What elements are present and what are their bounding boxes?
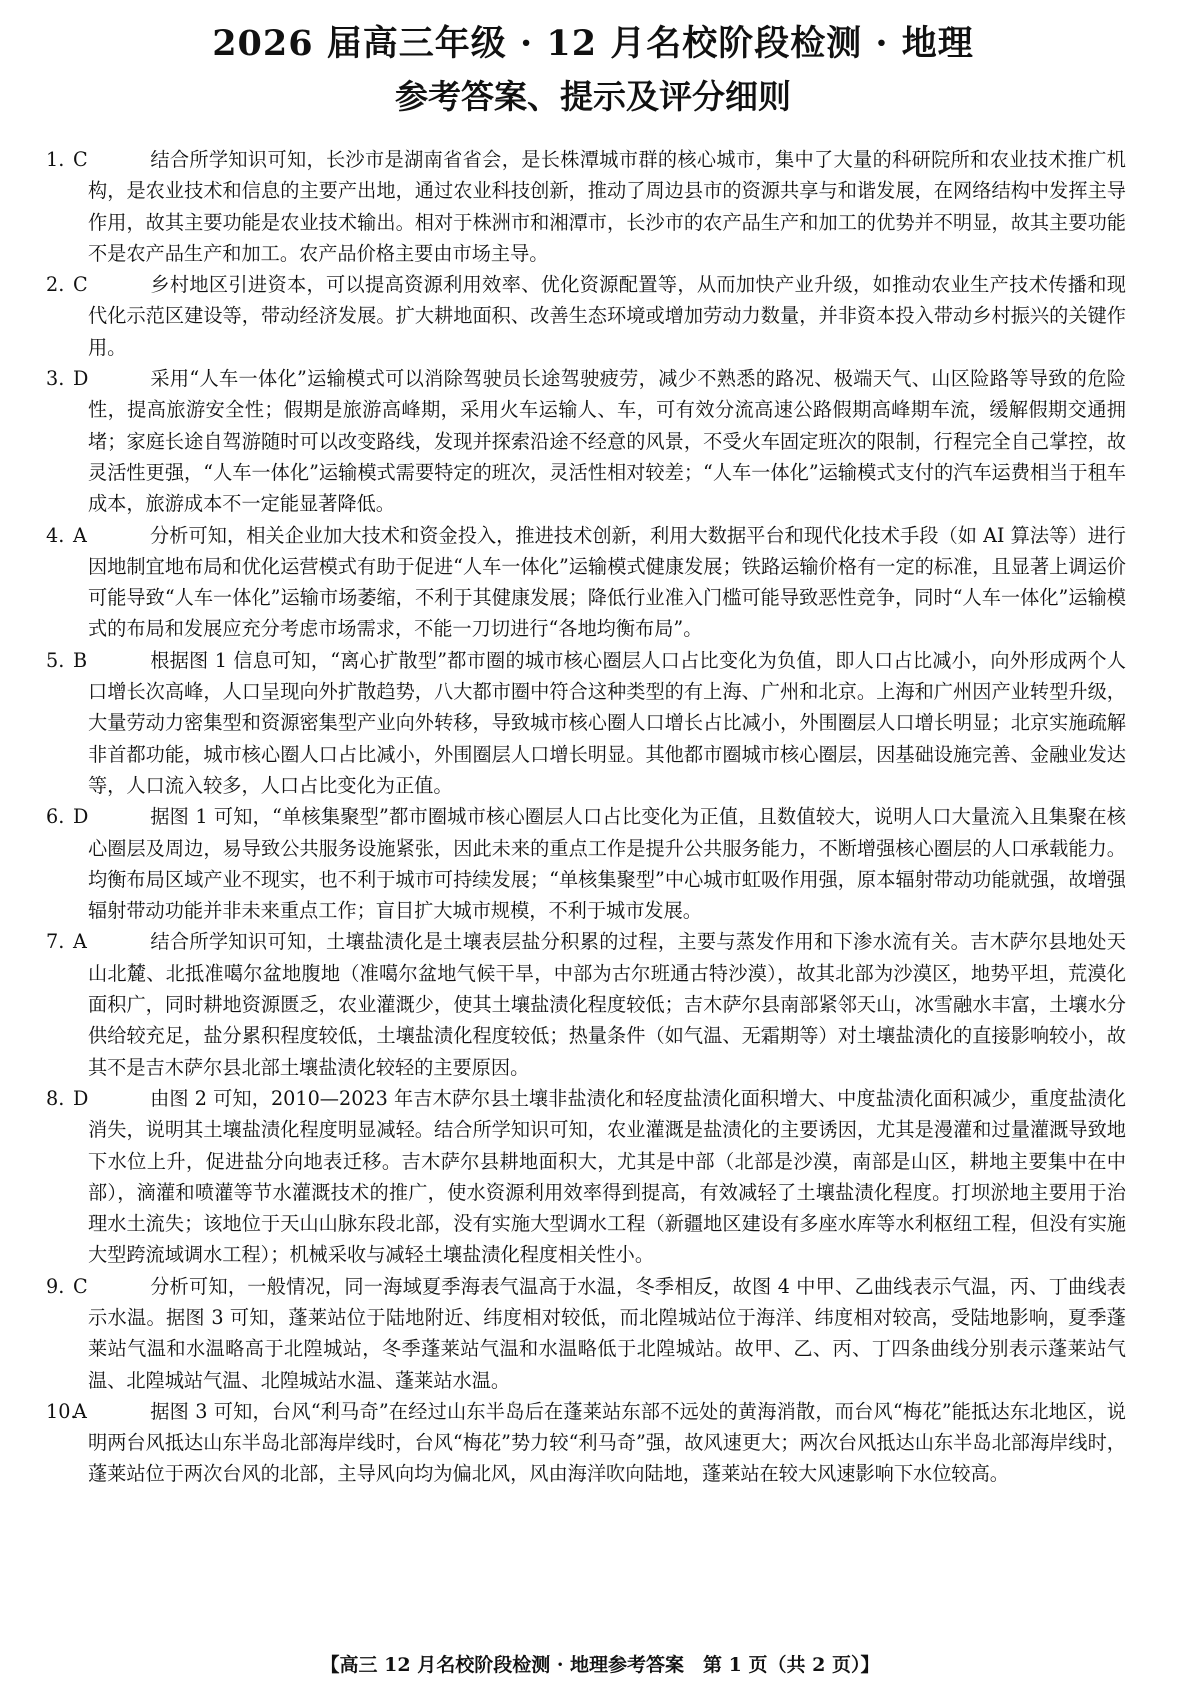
answer-number: 1. xyxy=(46,148,65,171)
answer-choice: A xyxy=(73,1399,87,1423)
answer-explanation: 乡村地区引进资本，可以提高资源利用效率、优化资源配置等，从而加快产业升级，如推动农业生产技术传播和现代化示范区建设等，带动经济发展。扩大耕地面积、改善生态环境或增加劳动力数量，并非资本投入带动乡村振兴的关键作用。 xyxy=(88,273,1126,359)
document-subtitle: 参考答案、提示及评分细则 xyxy=(395,77,791,116)
answer-number: 9. xyxy=(46,1274,65,1298)
answer-choice: A xyxy=(73,523,87,547)
answer-number: 6. xyxy=(46,805,65,829)
answer-number: 2. xyxy=(46,273,65,297)
answer-choice: C xyxy=(73,1274,88,1298)
answer-item-7 xyxy=(46,926,1126,1082)
answer-number: 10. xyxy=(46,1399,77,1423)
answer-choice: A xyxy=(73,930,87,954)
answer-choice: D xyxy=(73,1086,89,1110)
answer-item-3 xyxy=(46,363,1126,519)
answer-number: 8. xyxy=(46,1086,65,1110)
answer-item-8 xyxy=(46,1083,1126,1271)
answer-number: 7. xyxy=(46,930,65,954)
document-title: 2026 届高三年级 · 12 月名校阶段检测 · 地理 xyxy=(212,23,974,64)
answer-choice: C xyxy=(73,273,88,297)
answer-item-10 xyxy=(46,1396,1126,1490)
answer-explanation: 结合所学知识可知，长沙市是湖南省省会，是长株潭城市群的核心城市，集中了大量的科研院所和农业技术推广机构，是农业技术和信息的主要产出地，通过农业科技创新，推动了周边县市的资源共享与和谐发展，在网络结构中发挥主导作用，故其主要功能是农业技术输出。相对于株洲市和湘潭市，长沙市的农产品生产和加工的优势并不明显，故其主要功能不是农产品生产和加工。农产品价格主要由市场主导。 xyxy=(88,148,1126,265)
answer-list xyxy=(46,144,1126,1490)
answer-choice: D xyxy=(73,805,89,829)
answer-explanation: 根据图 1 信息可知，“离心扩散型”都市圈的城市核心圈层人口占比变化为负值，即人口占比减小，向外形成两个人口增长次高峰，人口呈现向外扩散趋势，八大都市圈中符合这种类型的有上海、广州和北京。上海和广州因产业转型升级，大量劳动力密集型和资源密集型产业向外转移，导致城市核心圈人口增长占比减小，外围圈层人口增长明显；北京实施疏解非首都功能，城市核心圈人口占比减小，外围圈层人口增长明显。其他都市圈城市核心圈层，因基础设施完善、金融业发达等，人口流入较多，人口占比变化为正值。 xyxy=(88,648,1126,797)
page-footer: 【高三 12 月名校阶段检测 · 地理参考答案 第 1 页（共 2 页）】 xyxy=(320,1654,880,1676)
answer-explanation: 据图 3 可知，台风“利马奇”在经过山东半岛后在蓬莱站东部不远处的黄海消散，而台风“梅花”能抵达东北地区，说明两台风抵达山东半岛北部海岸线时，台风“梅花”势力较“利马奇”强，故风速更大；两次台风抵达山东半岛北部海岸线时，蓬莱站位于两次台风的北部，主导风向均为偏北风，风由海洋吹向陆地，蓬莱站在较大风速影响下水位较高。 xyxy=(88,1399,1126,1486)
answer-item-6 xyxy=(46,801,1126,926)
answer-item-4 xyxy=(46,520,1126,645)
answer-item-5 xyxy=(46,645,1126,801)
answer-explanation: 结合所学知识可知，土壤盐渍化是土壤表层盐分积累的过程，主要与蒸发作用和下渗水流有关。吉木萨尔县地处天山北麓、北抵准噶尔盆地腹地（准噶尔盆地气候干旱，中部为古尔班通古特沙漠），故其北部为沙漠区，地势平坦，荒漠化面积广，同时耕地资源匮乏，农业灌溉少，使其土壤盐渍化程度较低；吉木萨尔县南部紧邻天山，冰雪融水丰富，土壤水分供给较充足，盐分累积程度较低，土壤盐渍化程度较低；热量条件（如气温、无霜期等）对土壤盐渍化的直接影响较小，故其不是吉木萨尔县北部土壤盐渍化较轻的主要原因。 xyxy=(88,930,1126,1079)
answer-number: 4. xyxy=(46,523,65,547)
answer-item-1 xyxy=(46,144,1126,269)
answer-item-9 xyxy=(46,1271,1126,1396)
answer-explanation: 分析可知，相关企业加大技术和资金投入，推进技术创新，利用大数据平台和现代化技术手段（如 AI 算法等）进行因地制宜地布局和优化运营模式有助于促进“人车一体化”运输模式健康发展；铁路运输价格有一定的标准，且显著上调运价可能导致“人车一体化”运输市场萎缩，不利于其健康发展；降低行业准入门槛可能导致恶性竞争，同时“人车一体化”运输模式的布局和发展应充分考虑市场需求，不能一刀切进行“各地均衡布局”。 xyxy=(88,523,1126,641)
answer-explanation: 据图 1 可知，“单核集聚型”都市圈城市核心圈层人口占比变化为正值，且数值较大，说明人口大量流入且集聚在核心圈层及周边，易导致公共服务设施紧张，因此未来的重点工作是提升公共服务能力，不断增强核心圈层的人口承载能力。均衡布局区域产业不现实，也不利于城市可持续发展；“单核集聚型”中心城市虹吸作用强，原本辐射带动功能就强，故增强辐射带动功能并非未来重点工作；盲目扩大城市规模，不利于城市发展。 xyxy=(88,805,1126,923)
answer-explanation: 由图 2 可知，2010—2023 年吉木萨尔县土壤非盐渍化和轻度盐渍化面积增大、中度盐渍化面积减少，重度盐渍化消失，说明其土壤盐渍化程度明显减轻。结合所学知识可知，农业灌溉是盐渍化的主要诱因，尤其是漫灌和过量灌溉导致地下水位上升，促进盐分向地表迁移。吉木萨尔县耕地面积大，尤其是中部（北部是沙漠，南部是山区，耕地主要集中在中部），滴灌和喷灌等节水灌溉技术的推广，使水资源利用效率得到提高，有效减轻了土壤盐渍化程度。打坝淤地主要用于治理水土流失；该地位于天山山脉东段北部，没有实施大型调水工程（新疆地区建设有多座水库等水利枢纽工程，但没有实施大型跨流域调水工程）；机械采收与减轻土壤盐渍化程度相关性小。 xyxy=(88,1086,1126,1267)
answer-choice: D xyxy=(73,367,89,391)
answer-explanation: 分析可知，一般情况，同一海域夏季海表气温高于水温，冬季相反，故图 4 中甲、乙曲线表示气温，丙、丁曲线表示水温。据图 3 可知，蓬莱站位于陆地附近、纬度相对较低，而北隍城站位于海洋、纬度相对较高，受陆地影响，夏季蓬莱站气温和水温略高于北隍城站，冬季蓬莱站气温和水温略低于北隍城站。故甲、乙、丙、丁四条曲线分别表示蓬莱站气温、北隍城站气温、北隍城站水温、蓬莱站水温。 xyxy=(88,1274,1126,1392)
answer-number: 5. xyxy=(46,648,65,672)
answer-item-2 xyxy=(46,269,1126,363)
answer-choice: C xyxy=(73,148,88,171)
answer-explanation: 采用“人车一体化”运输模式可以消除驾驶员长途驾驶疲劳，减少不熟悉的路况、极端天气、山区险路等导致的危险性，提高旅游安全性；假期是旅游高峰期，采用火车运输人、车，可有效分流高速公路假期高峰期车流，缓解假期交通拥堵；家庭长途自驾游随时可以改变路线，发现并探索沿途不经意的风景，不受火车固定班次的限制，行程完全自己掌控，故灵活性更强，“人车一体化”运输模式需要特定的班次，灵活性相对较差；“人车一体化”运输模式支付的汽车运费相当于租车成本，旅游成本不一定能显著降低。 xyxy=(88,367,1126,516)
answer-choice: B xyxy=(73,648,88,672)
answer-number: 3. xyxy=(46,367,65,391)
